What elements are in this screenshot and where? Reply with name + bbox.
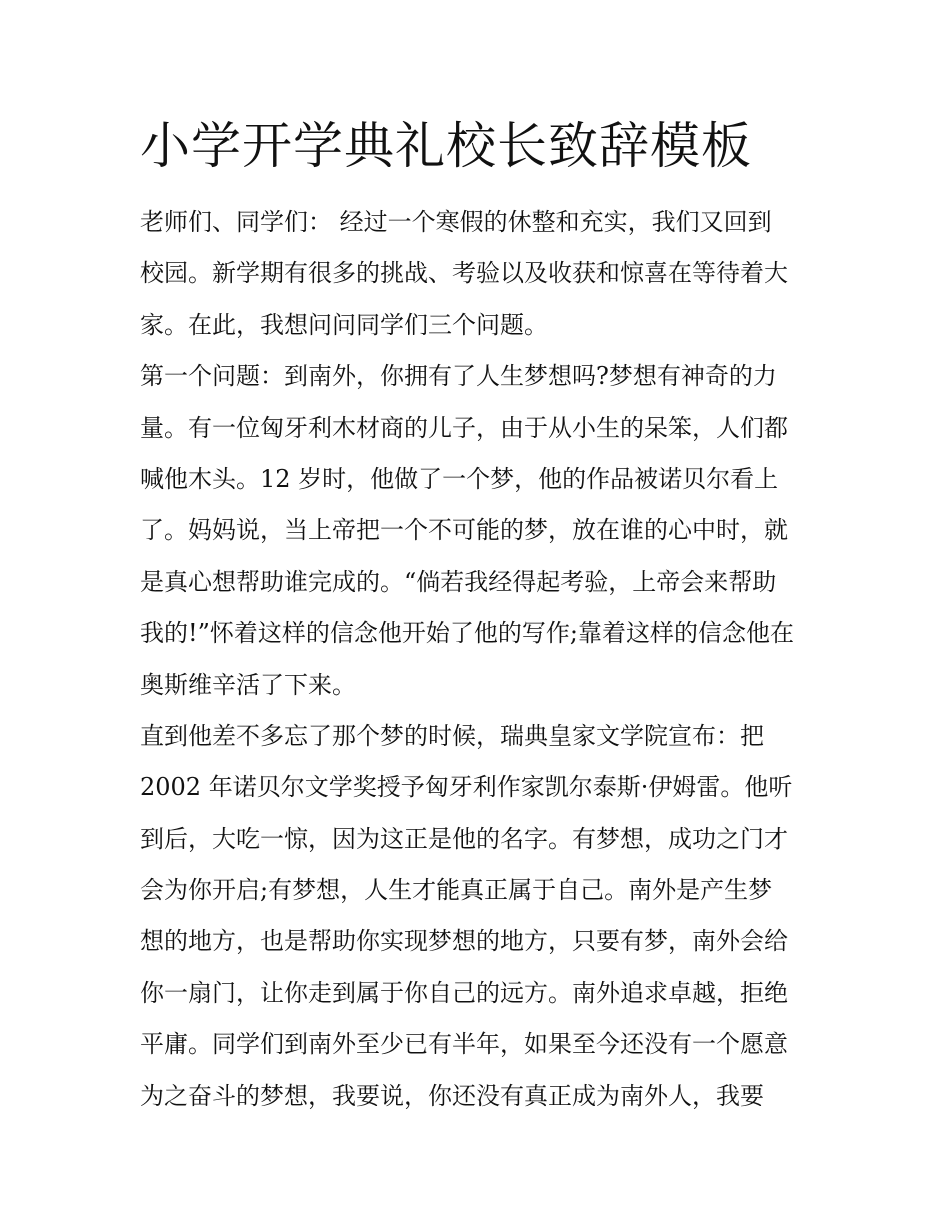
- text-line: 2002 年诺贝尔文学奖授予匈牙利作家凯尔泰斯·伊姆雷。他听: [140, 773, 793, 802]
- text-line: 想的地方，也是帮助你实现梦想的地方，只要有梦，南外会给: [140, 927, 788, 956]
- text-line: 量。有一位匈牙利木材商的儿子，由于从小生的呆笨，人们都: [140, 413, 788, 442]
- text-line: 为之奋斗的梦想，我要说，你还没有真正成为南外人，我要: [140, 1081, 764, 1110]
- text-line: 家。在此，我想问问同学们三个问题。: [140, 310, 548, 339]
- text-line: 你一扇门，让你走到属于你自己的远方。南外追求卓越，拒绝: [140, 978, 788, 1007]
- text-line: 第一个问题：到南外，你拥有了人生梦想吗?梦想有神奇的力: [140, 362, 777, 391]
- text-line: 奥斯维辛活了下来。: [140, 670, 356, 699]
- text-line: 我的!”怀着这样的信念他开始了他的写作;靠着这样的信念他在: [140, 619, 794, 648]
- text-line: 老师们、同学们： 经过一个寒假的休整和充实，我们又回到: [140, 208, 772, 236]
- text-line: 到后，大吃一惊，因为这正是他的名字。有梦想，成功之门才: [140, 824, 788, 853]
- text-line: 直到他差不多忘了那个梦的时候，瑞典皇家文学院宣布：把: [140, 721, 764, 750]
- text-line: 校园。新学期有很多的挑战、考验以及收获和惊喜在等待着大: [140, 259, 788, 288]
- text-line: 平庸。同学们到南外至少已有半年，如果至今还没有一个愿意: [140, 1030, 788, 1059]
- text-line: 是真心想帮助谁完成的。“倘若我经得起考验，上帝会来帮助: [140, 567, 777, 596]
- text-line: 了。妈妈说，当上帝把一个不可能的梦，放在谁的心中时，就: [140, 516, 788, 545]
- text-line: 会为你开启;有梦想，人生才能真正属于自己。南外是产生梦: [140, 876, 773, 905]
- text-line: 喊他木头。12 岁时，他做了一个梦，他的作品被诺贝尔看上: [140, 464, 779, 493]
- document-title: 小学开学典礼校长致辞模板: [140, 117, 752, 175]
- document-body: [140, 197, 820, 1122]
